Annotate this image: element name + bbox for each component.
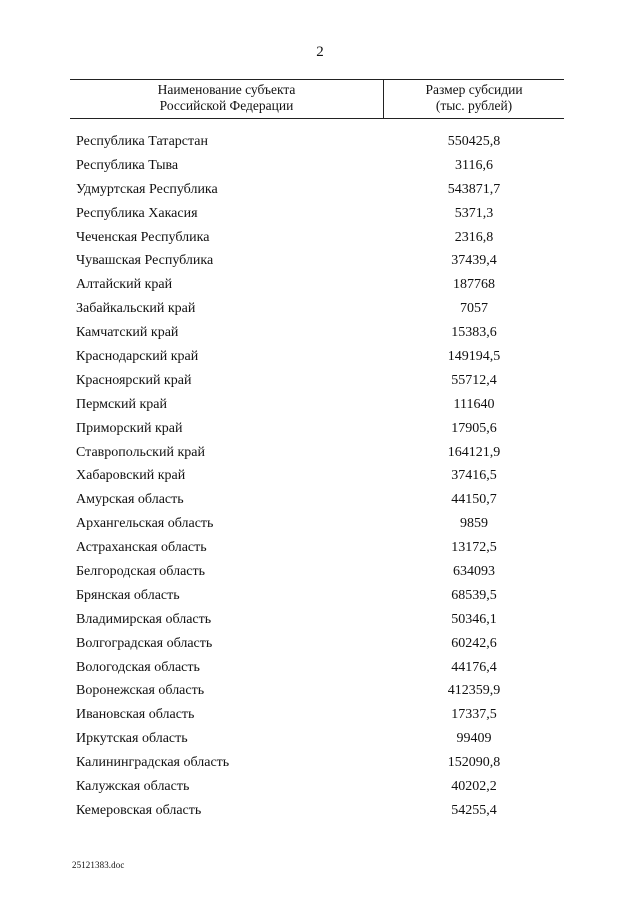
table-row [0,632,640,656]
subsidy-amount: 55712,4 [451,372,497,388]
table-row [0,154,640,178]
region-name: Воронежская область [76,683,205,699]
table-row [0,751,640,775]
region-name: Владимирская область [76,611,212,627]
region-name: Ивановская область [76,707,195,723]
subsidy-amount: 543871,7 [447,181,501,197]
region-name: Краснодарский край [76,349,199,365]
subsidy-amount: 40202,2 [451,779,497,795]
region-name: Чувашская Республика [76,253,214,269]
footer-doc-id: 25121383.doc [72,860,125,870]
region-name: Алтайский край [76,277,173,293]
region-name: Кемеровская область [76,802,202,818]
subsidy-amount: 99409 [456,731,492,747]
region-name: Калужская область [76,779,190,795]
subsidy-amount: 164121,9 [447,444,501,460]
region-name: Приморский край [76,420,183,436]
subsidy-amount: 111640 [453,396,495,412]
region-name: Калининградская область [76,755,230,771]
table-row [0,512,640,536]
subsidy-amount: 634093 [453,564,495,580]
region-name: Забайкальский край [76,301,196,317]
region-name: Пермский край [76,396,167,412]
table-row [0,178,640,202]
table-row [0,560,640,584]
subsidy-amount: 60242,6 [451,635,497,651]
subsidy-amount: 54255,4 [451,802,497,818]
subsidy-amount: 9859 [460,516,488,532]
region-name: Брянская область [76,587,180,603]
table-row [0,130,640,154]
table-row [0,703,640,727]
table-row [0,297,640,321]
subsidy-amount: 15383,6 [451,325,497,341]
header-subsidy-amount [384,80,564,118]
table-row [0,656,640,680]
region-name: Красноярский край [76,372,192,388]
region-name: Иркутская область [76,731,188,747]
table-row [0,441,640,465]
subsidy-amount: 152090,8 [447,755,501,771]
subsidy-amount: 3116,6 [455,157,493,173]
table-row [0,273,640,297]
subsidy-amount: 7057 [460,301,488,317]
subsidy-amount: 550425,8 [447,134,501,149]
subsidy-amount: 37439,4 [451,253,497,269]
subsidy-amount: 68539,5 [451,587,497,603]
region-name: Республика Татарстан [76,134,209,149]
table-row [0,226,640,250]
header-subsidy-amount-line1: Размер субсидии [425,82,523,97]
header-region-name-line1: Наименование субъекта [157,82,296,97]
subsidy-amount: 50346,1 [451,611,497,627]
table-body [0,130,640,823]
subsidy-amount: 5371,3 [454,205,494,221]
table-row [0,202,640,226]
table-header [70,79,564,119]
page-number: 2 [316,44,324,60]
table-row [0,536,640,560]
region-name: Белгородская область [76,564,206,580]
subsidy-amount: 44176,4 [451,659,497,675]
table-row [0,727,640,751]
table-row [0,321,640,345]
table-row [0,417,640,441]
table-row [0,679,640,703]
region-name: Вологодская область [76,659,200,675]
subsidy-amount: 37416,5 [451,468,497,484]
subsidy-amount: 2316,8 [454,229,494,245]
subsidy-amount: 17905,6 [451,420,497,436]
subsidy-amount: 44150,7 [451,492,497,508]
header-region-name-line2: Российской Федерации [159,98,294,113]
subsidy-amount: 412359,9 [447,683,501,699]
region-name: Хабаровский край [76,468,186,484]
table-row [0,488,640,512]
subsidy-amount: 13172,5 [451,540,497,556]
region-name: Архангельская область [76,516,214,532]
region-name: Республика Хакасия [76,205,198,221]
table-row [0,249,640,273]
region-name: Чеченская Республика [76,229,210,245]
table-row [0,369,640,393]
header-region-name [70,80,384,118]
table-row [0,345,640,369]
region-name: Республика Тыва [76,157,179,173]
region-name: Камчатский край [76,325,179,341]
table-row [0,799,640,823]
subsidy-amount: 187768 [453,277,495,293]
region-name: Ставропольский край [76,444,205,460]
region-name: Амурская область [76,492,184,508]
region-name: Удмуртская Республика [76,181,218,197]
subsidy-amount: 149194,5 [447,349,501,365]
table-row [0,464,640,488]
subsidy-amount: 17337,5 [451,707,497,723]
table-row [0,584,640,608]
table-row [0,775,640,799]
table-row [0,393,640,417]
header-subsidy-amount-line2: (тыс. рублей) [435,98,513,113]
region-name: Астраханская область [76,540,207,556]
table-row [0,608,640,632]
region-name: Волгоградская область [76,635,213,651]
